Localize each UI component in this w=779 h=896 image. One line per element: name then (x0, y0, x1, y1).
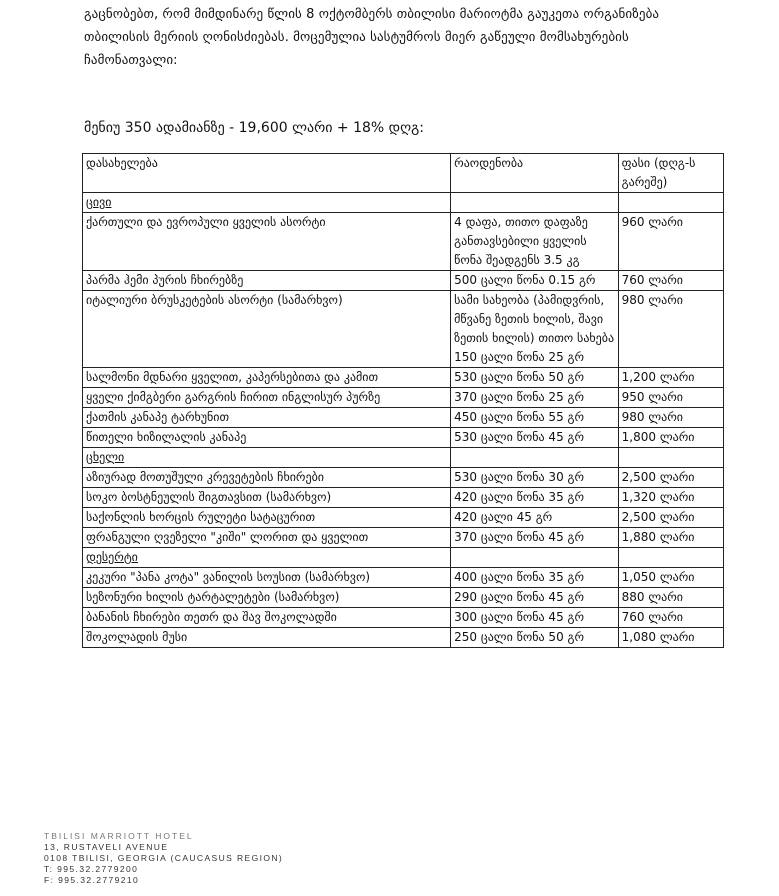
item-price: 980 ლარი (618, 291, 723, 368)
section-row-dessert (83, 548, 724, 568)
section-row-cold (83, 193, 724, 213)
hotel-street: 13, RUSTAVELI AVENUE (44, 842, 169, 852)
item-price: 960 ლარი (618, 213, 723, 271)
item-price: 760 ლარი (618, 608, 723, 628)
item-name: საქონლის ხორცის რულეტი სატაცურით (83, 508, 451, 528)
item-price: 1,080 ლარი (618, 628, 723, 648)
table-row (83, 271, 724, 291)
item-name: პარმა ჰემი პურის ჩხირებზე (83, 271, 451, 291)
item-name: იტალიური ბრუსკეტების ასორტი (სამარხვო) (83, 291, 451, 368)
item-quantity: 400 ცალი წონა 35 გრ (451, 568, 619, 588)
item-name: შოკოლადის მუსი (83, 628, 451, 648)
section-row-hot (83, 448, 724, 468)
item-price: 760 ლარი (618, 271, 723, 291)
table-row (83, 468, 724, 488)
item-quantity: 420 ცალი წონა 35 გრ (451, 488, 619, 508)
item-quantity: 420 ცალი 45 გრ (451, 508, 619, 528)
table-row (83, 528, 724, 548)
header-name: დასახელება (83, 154, 451, 193)
table-row (83, 213, 724, 271)
item-quantity: 370 ცალი წონა 45 გრ (451, 528, 619, 548)
item-quantity: 370 ცალი წონა 25 გრ (451, 388, 619, 408)
item-name: ფრანგული ღვეზელი "კიში" ლორით და ყველით (83, 528, 451, 548)
item-name: ყველი ქიმგბერი გარგრის ჩირით ინგლისურ პურზე (83, 388, 451, 408)
item-name: წითელი ხიზილალის კანაპე (83, 428, 451, 448)
table-row (83, 568, 724, 588)
section-label-hot: ცხელი (86, 450, 125, 464)
item-price: 1,200 ლარი (618, 368, 723, 388)
menu-title: მენიუ 350 ადამიანზე - 19,600 ლარი + 18% დღგ: (84, 120, 424, 136)
header-price: ფასი (დღგ-ს გარეშე) (618, 154, 723, 193)
item-quantity: 290 ცალი წონა 45 გრ (451, 588, 619, 608)
item-name: კეკური "პანა კოტა" ვანილის სოუსით (სამარხვო) (83, 568, 451, 588)
table-row (83, 368, 724, 388)
table-row (83, 488, 724, 508)
item-price: 1,880 ლარი (618, 528, 723, 548)
item-quantity: 500 ცალი წონა 0.15 გრ (451, 271, 619, 291)
table-row (83, 588, 724, 608)
item-quantity: 530 ცალი წონა 45 გრ (451, 428, 619, 448)
item-quantity: 530 ცალი წონა 30 გრ (451, 468, 619, 488)
table-row (83, 291, 724, 368)
table-row (83, 628, 724, 648)
item-name: ქართული და ევროპული ყველის ასორტი (83, 213, 451, 271)
hotel-fax: F: 995.32.2779210 (44, 875, 140, 885)
item-quantity: 300 ცალი წონა 45 გრ (451, 608, 619, 628)
hotel-city: 0108 TBILISI, GEORGIA (CAUCASUS REGION) (44, 853, 284, 863)
item-name: სეზონური ხილის ტარტალეტები (სამარხვო) (83, 588, 451, 608)
table-header-row (83, 154, 724, 193)
hotel-name: TBILISI MARRIOTT HOTEL (44, 831, 194, 841)
item-price: 980 ლარი (618, 408, 723, 428)
header-quantity: რაოდენობა (451, 154, 619, 193)
item-quantity: 530 ცალი წონა 50 გრ (451, 368, 619, 388)
item-name: სალმონი მდნარი ყველით, კაპერსებითა და კამით (83, 368, 451, 388)
hotel-phone: T: 995.32.2779200 (44, 864, 139, 874)
item-name: სოკო ბოსტნეულის შიგთავსით (სამარხვო) (83, 488, 451, 508)
item-price: 880 ლარი (618, 588, 723, 608)
section-label-cold: ცივი (86, 195, 112, 209)
item-price: 1,320 ლარი (618, 488, 723, 508)
table-row (83, 388, 724, 408)
item-name: აზიურად მოთუშული კრევეტების ჩხირები (83, 468, 451, 488)
item-price: 1,050 ლარი (618, 568, 723, 588)
item-price: 2,500 ლარი (618, 468, 723, 488)
item-quantity: 250 ცალი წონა 50 გრ (451, 628, 619, 648)
item-quantity: სამი სახეობა (პამიდვრის, მწვანე ზეთის ხილის, შავი ზეთის ხილის) თითო სახება 150 ცალი წონა 25 გრ (451, 291, 619, 368)
hotel-footer (44, 831, 283, 886)
item-price: 2,500 ლარი (618, 508, 723, 528)
item-price: 1,800 ლარი (618, 428, 723, 448)
table-row (83, 608, 724, 628)
item-quantity: 450 ცალი წონა 55 გრ (451, 408, 619, 428)
item-quantity: 4 დაფა, თითო დაფაზე განთავსებილი ყველის წონა შეადგენს 3.5 კგ (451, 213, 619, 271)
item-name: ბანანის ჩხირები თეთრ და შავ შოკოლადში (83, 608, 451, 628)
item-name: ქათმის კანაპე ტარხუნით (83, 408, 451, 428)
table-row (83, 508, 724, 528)
intro-paragraph: გაცნობებთ, რომ მიმდინარე წლის 8 ოქტომბერს თბილისი მარიოტმა გაუკეთა ორგანიზება თბილისის მერიის ღონისძიებას. მოცემულია სასტუმროს მიერ გაწეული მომსახურების ჩამონათვალი: (84, 7, 660, 68)
menu-table (82, 153, 724, 648)
table-row (83, 428, 724, 448)
table-row (83, 408, 724, 428)
item-price: 950 ლარი (618, 388, 723, 408)
section-label-dessert: დესერტი (86, 550, 138, 564)
